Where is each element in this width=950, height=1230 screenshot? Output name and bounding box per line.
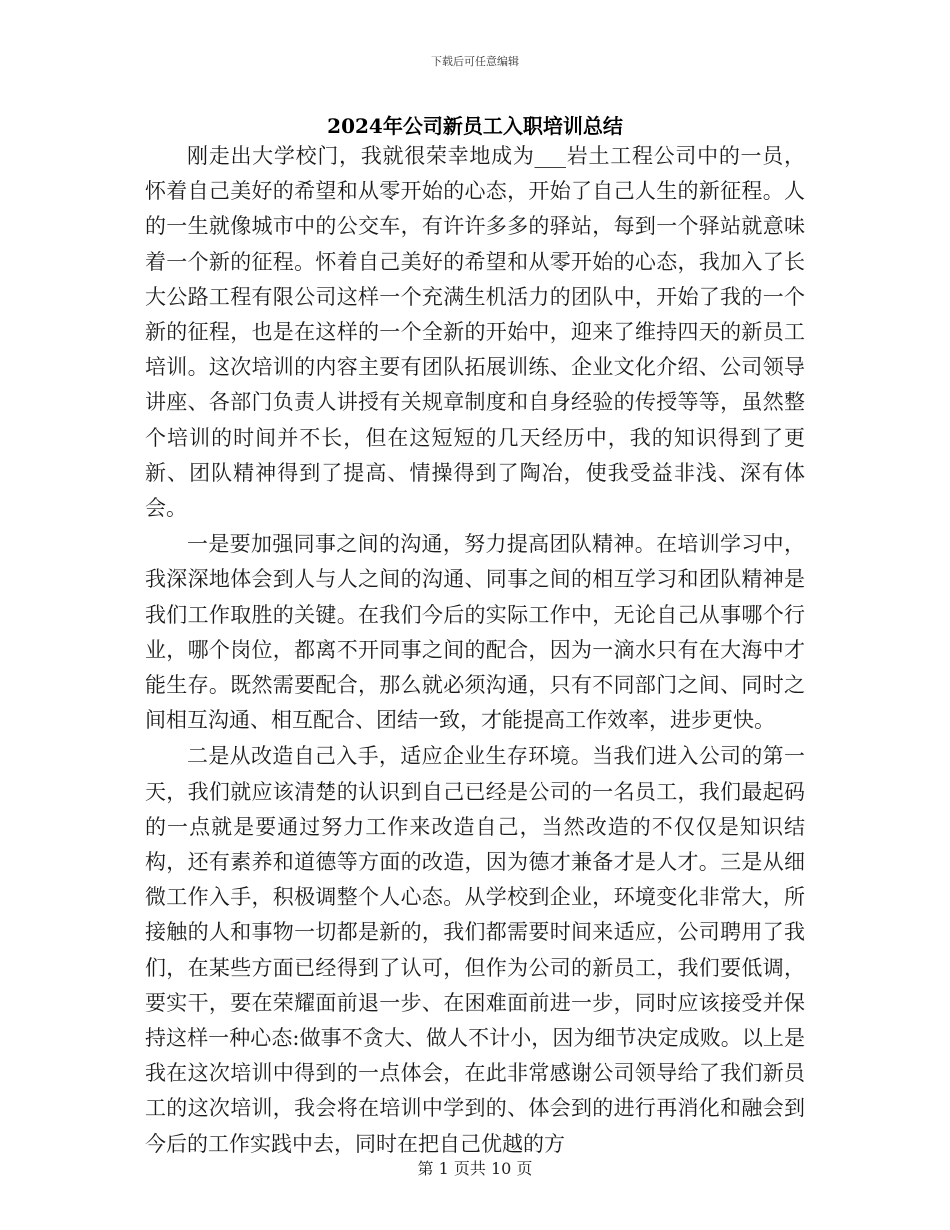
document-body: [145, 139, 805, 1162]
header-note: 下载后可任意编辑: [431, 55, 519, 68]
paragraph-intro: 刚走出大学校门，我就很荣幸地成为___岩土工程公司中的一员，怀着自己美好的希望和从零开始的心态，开始了自己人生的新征程。人的一生就像城市中的公交车，有许许多多的驿站，每到一个驿站就意味着一个新的征程。怀着自己美好的希望和从零开始的心态，我加入了长大公路工程有限公司这样一个充满生机活力的团队中，开始了我的一个新的征程，也是在这样的一个全新的开始中，迎来了维持四天的新员工培训。这次培训的内容主要有团队拓展训练、企业文化介绍、公司领导讲座、各部门负责人讲授有关规章制度和自身经验的传授等等，虽然整个培训的时间并不长，但在这短短的几天经历中，我的知识得到了更新、团队精神得到了提高、情操得到了陶冶，使我受益非浅、深有体会。: [145, 144, 805, 521]
paragraph-communication: 一是要加强同事之间的沟通，努力提高团队精神。在培训学习中，我深深地体会到人与人之间的沟通、同事之间的相互学习和团队精神是我们工作取胜的关键。在我们今后的实际工作中，无论自己从事哪个行业，哪个岗位，都离不开同事之间的配合，因为一滴水只有在大海中才能生存。既然需要配合，那么就必须沟通，只有不同部门之间、同时之间相互沟通、相互配合、团结一致，才能提高工作效率，进步更快。: [145, 532, 805, 733]
paragraph-self-improvement: 二是从改造自己入手，适应企业生存环境。当我们进入公司的第一天，我们就应该清楚的认识到自己已经是公司的一名员工，我们最起码的一点就是要通过努力工作来改造自己，当然改造的不仅仅是知识结构，还有素养和道德等方面的改造，因为德才兼备才是人才。三是从细微工作入手，积极调整个人心态。从学校到企业，环境变化非常大，所接触的人和事物一切都是新的，我们都需要时间来适应，公司聘用了我们，在某些方面已经得到了认可，但作为公司的新员工，我们要低调，要实干，要在荣耀面前退一步、在困难面前进一步，同时应该接受并保持这样一种心态:做事不贪大、做人不计小，因为细节决定成败。以上是我在这次培训中得到的一点体会，在此非常感谢公司领导给了我们新员工的这次培训，我会将在培训中学到的、体会到的进行再消化和融会到今后的工作实践中去，同时在把自己优越的方: [145, 744, 805, 1156]
document-title: 2024年公司新员工入职培训总结: [327, 114, 623, 138]
page-indicator: 第 1 页共 10 页: [417, 1159, 533, 1178]
